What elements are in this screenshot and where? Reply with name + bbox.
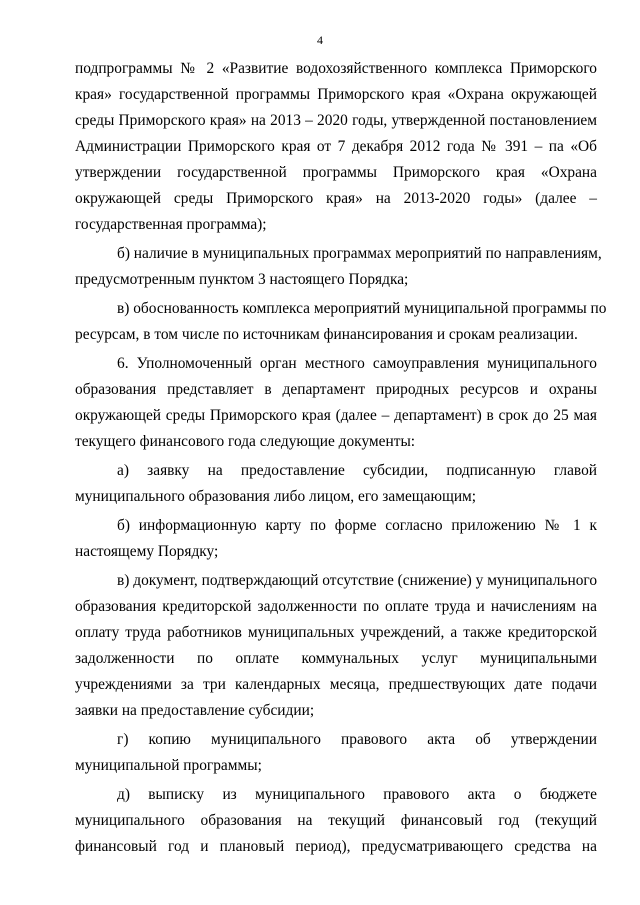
text-line: предусмотренным пунктом 3 настоящего Порядка; [75, 271, 409, 288]
text-line: окружающей среды Приморского края (далее – департамент) в срок до 25 мая [75, 407, 597, 424]
text-line: учреждениями за три календарных месяца, предшествующих дате подачи [75, 676, 597, 693]
text-line: б) информационную карту по форме согласно приложению № 1 к [117, 517, 597, 534]
text-line: муниципального образования на текущий финансовый год (текущий [75, 812, 597, 829]
text-line: заявки на предоставление субсидии; [75, 702, 315, 719]
document-body [75, 56, 607, 860]
text-line: государственная программа); [75, 216, 267, 233]
text-line: в) обоснованность комплекса мероприятий муниципальной программы по [117, 300, 607, 317]
text-line: д) выписку из муниципального правового акта о бюджете [117, 786, 597, 803]
text-line: Администрации Приморского края от 7 декабря 2012 года № 391 – па «Об [75, 138, 597, 155]
text-line: оплату труда работников муниципальных учреждений, а также кредиторской [75, 624, 597, 641]
text-line: финансовый год и плановый период), предусматривающего средства на [75, 838, 597, 855]
text-line: настоящему Порядку; [75, 543, 219, 560]
text-line: б) наличие в муниципальных программах мероприятий по направлениям, [117, 245, 602, 262]
text-line: среды Приморского края» на 2013 – 2020 годы, утвержденной постановлением [75, 112, 597, 129]
text-line: текущего финансового года следующие документы: [75, 433, 416, 450]
text-line: муниципальной программы; [75, 757, 262, 774]
text-line: края» государственной программы Приморского края «Охрана окружающей [75, 86, 597, 103]
text-line: утверждении государственной программы Приморского края «Охрана [75, 164, 597, 181]
text-line: окружающей среды Приморского края» на 2013-2020 годы» (далее – [75, 190, 597, 207]
text-line: задолженности по оплате коммунальных услуг муниципальными [75, 650, 597, 667]
text-line: образования представляет в департамент природных ресурсов и охраны [75, 381, 597, 398]
text-line: ресурсам, в том числе по источникам финансирования и срокам реализации. [75, 326, 578, 343]
text-line: в) документ, подтверждающий отсутствие (снижение) у муниципального [117, 572, 598, 589]
text-line: образования кредиторской задолженности по оплате труда и начислениям на [75, 598, 597, 615]
text-line: муниципального образования либо лицом, его замещающим; [75, 488, 477, 505]
text-line: 6. Уполномоченный орган местного самоуправления муниципального [117, 355, 597, 372]
page-number: 4 [317, 33, 323, 47]
text-line: а) заявку на предоставление субсидии, подписанную главой [117, 462, 597, 479]
text-line: г) копию муниципального правового акта об утверждении [117, 731, 597, 748]
text-line: подпрограммы № 2 «Развитие водохозяйственного комплекса Приморского [75, 60, 597, 77]
